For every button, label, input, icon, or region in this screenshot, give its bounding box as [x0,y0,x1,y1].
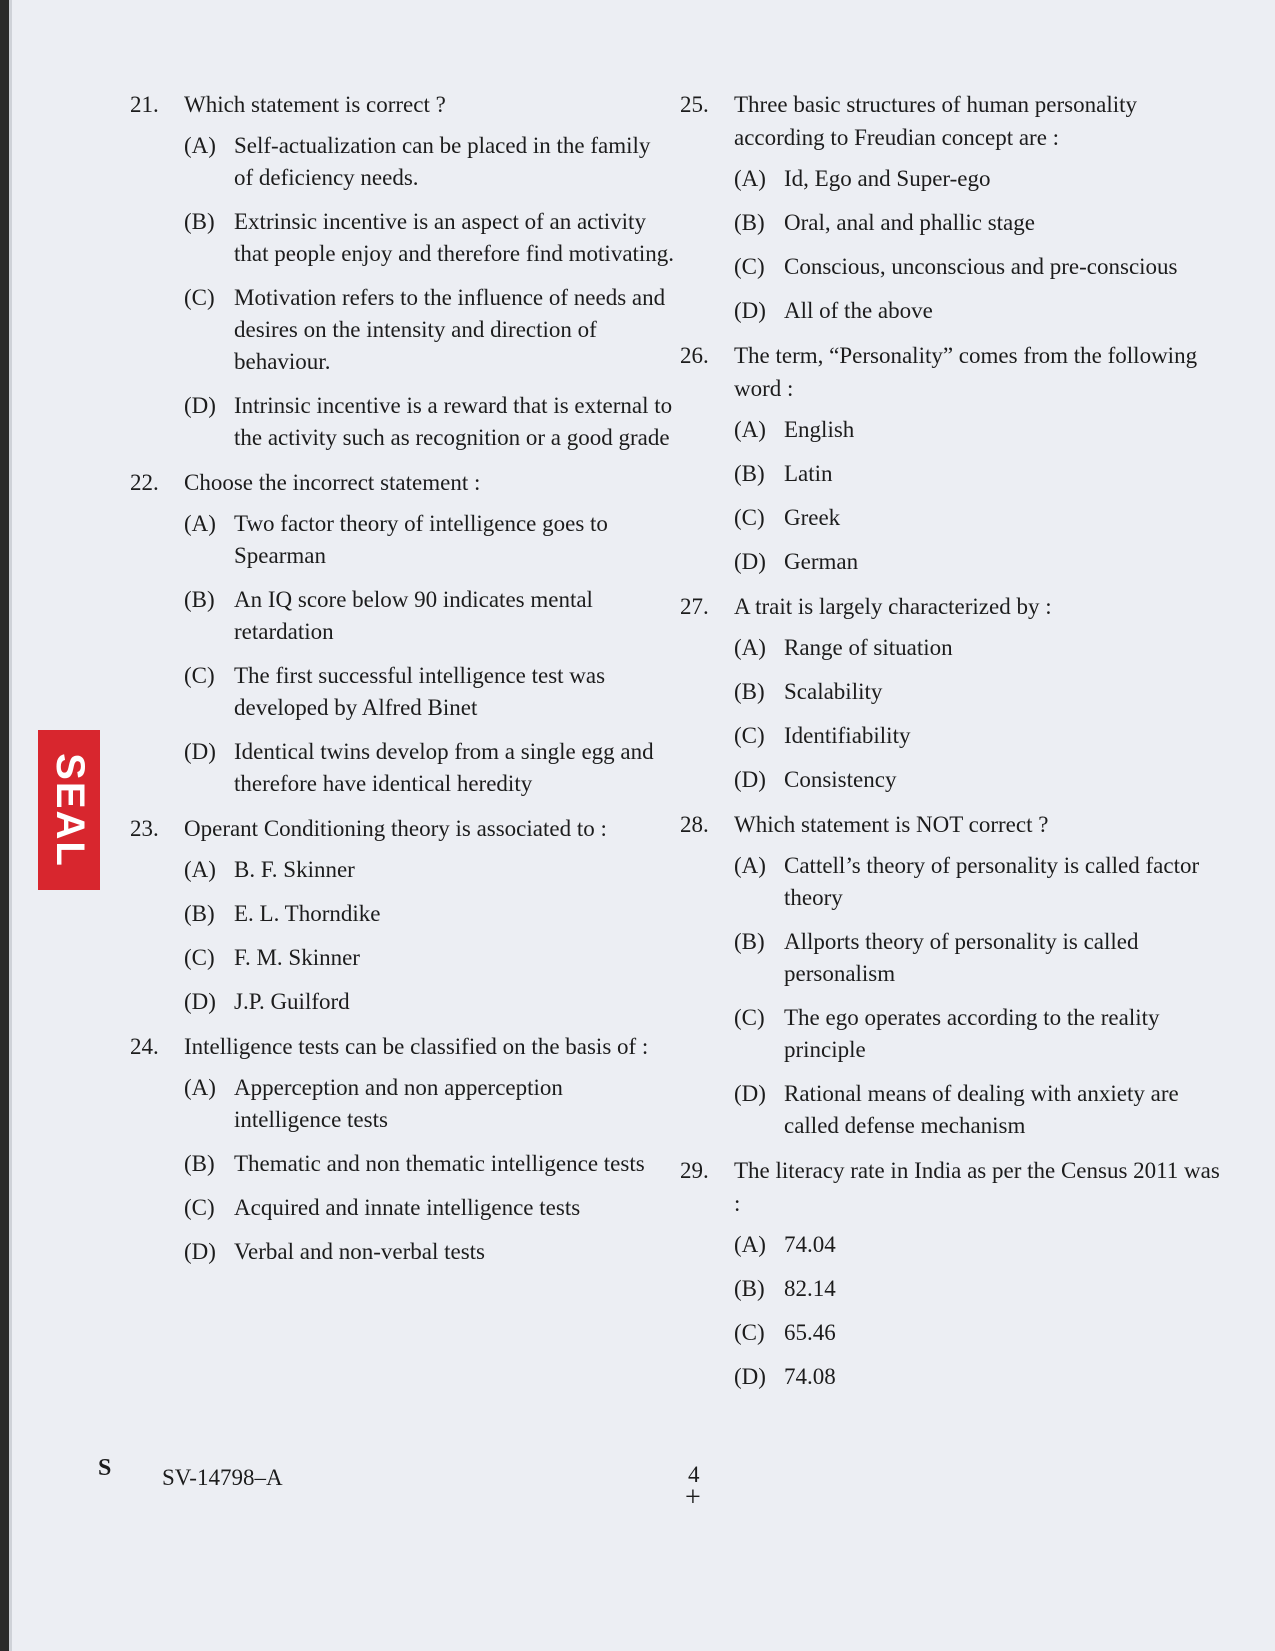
option-label: (D) [734,549,766,574]
answer-option [184,390,675,454]
option-label: (D) [184,989,216,1014]
answer-option [734,546,1220,578]
option-label: (B) [184,1151,215,1176]
question [680,1154,1220,1393]
question-number: 28. [680,812,709,837]
answer-option [184,898,675,930]
option-text: Apperception and non apperception intelligence tests [234,1075,563,1132]
answer-option [734,251,1220,283]
option-label: (D) [734,1364,766,1389]
footer-series-letter: S [98,1455,112,1481]
option-label: (D) [184,739,216,764]
option-text: Acquired and innate intelligence tests [234,1195,581,1220]
option-text: Thematic and non thematic intelligence tests [234,1151,645,1176]
option-list [680,632,1220,796]
answer-option [734,458,1220,490]
question-number: 26. [680,343,709,368]
question-text: Intelligence tests can be classified on the basis of : [184,1034,649,1059]
option-text: The ego operates according to the reality principle [784,1005,1160,1062]
option-text: Scalability [784,679,883,704]
option-label: (C) [184,285,215,310]
option-label: (C) [734,1005,765,1030]
option-label: (C) [734,505,765,530]
option-text: Conscious, unconscious and pre-conscious [784,254,1178,279]
answer-option [184,986,675,1018]
option-label: (A) [184,1075,216,1100]
answer-option [184,942,675,974]
answer-option [734,720,1220,752]
option-text: Range of situation [784,635,953,660]
option-list [680,414,1220,578]
option-label: (C) [734,723,765,748]
option-list [680,1229,1220,1393]
option-label: (A) [734,417,766,442]
question-stem [680,88,1220,154]
answer-option [734,926,1220,990]
option-text: Latin [784,461,833,486]
option-label: (A) [184,857,216,882]
question-text: Choose the incorrect statement : [184,470,481,495]
question-text: Operant Conditioning theory is associated to : [184,816,607,841]
option-label: (C) [184,1195,215,1220]
question-number: 24. [130,1034,159,1059]
option-list [680,850,1220,1142]
option-text: 74.04 [784,1232,836,1257]
option-text: F. M. Skinner [234,945,360,970]
question-stem [130,88,675,121]
answer-option [734,1078,1220,1142]
answer-option [184,282,675,378]
answer-option [184,1192,675,1224]
question [130,466,675,800]
answer-option [734,163,1220,195]
option-label: (B) [734,679,765,704]
seal-label: SEAL [47,752,92,868]
option-label: (C) [184,945,215,970]
option-label: (D) [734,1081,766,1106]
answer-option [734,1317,1220,1349]
question [680,808,1220,1142]
option-text: Self-actualization can be placed in the family of deficiency needs. [234,133,651,190]
question-text: Which statement is NOT correct ? [734,812,1049,837]
option-text: The first successful intelligence test was developed by Alfred Binet [234,663,606,720]
answer-option [734,414,1220,446]
answer-option [734,207,1220,239]
question-stem [680,1154,1220,1220]
option-label: (B) [734,461,765,486]
option-label: (C) [184,663,215,688]
option-label: (A) [734,166,766,191]
answer-option [734,295,1220,327]
option-label: (A) [734,853,766,878]
option-text: Extrinsic incentive is an aspect of an activity that people enjoy and therefore find motivating. [234,209,675,266]
option-text: Two factor theory of intelligence goes to Spearman [234,511,608,568]
right-column [680,88,1220,1405]
option-text: 82.14 [784,1276,836,1301]
answer-option [734,1361,1220,1393]
option-text: 74.08 [784,1364,836,1389]
answer-option [184,206,675,270]
option-label: (A) [184,133,216,158]
answer-option [734,632,1220,664]
question-text: Which statement is correct ? [184,92,446,117]
question [130,1030,675,1268]
question-text: The literacy rate in India as per the Census 2011 was : [734,1158,1220,1216]
option-text: All of the above [784,298,933,323]
option-list [130,508,675,800]
question-stem [130,466,675,499]
option-label: (D) [184,393,216,418]
answer-option [734,850,1220,914]
option-list [130,1072,675,1268]
question [130,812,675,1018]
question-stem [680,339,1220,405]
option-label: (B) [734,210,765,235]
question-number: 22. [130,470,159,495]
answer-option [734,1002,1220,1066]
page-edge-highlight [9,0,12,1651]
option-label: (C) [734,1320,765,1345]
answer-option [184,130,675,194]
answer-option [734,764,1220,796]
question-text: A trait is largely characterized by : [734,594,1052,619]
page-edge-shadow [0,0,9,1651]
option-text: Intrinsic incentive is a reward that is external to the activity such as recognition or a good grade [234,393,673,450]
option-list [680,163,1220,327]
answer-option [734,1273,1220,1305]
question-number: 25. [680,92,709,117]
answer-option [184,584,675,648]
option-label: (C) [734,254,765,279]
footer-registration-mark: + [685,1482,701,1513]
option-text: Identifiability [784,723,911,748]
option-label: (A) [734,635,766,660]
question-number: 29. [680,1158,709,1183]
option-label: (A) [734,1232,766,1257]
option-label: (B) [734,1276,765,1301]
option-text: German [784,549,859,574]
answer-option [184,508,675,572]
question [130,88,675,454]
question-stem [680,808,1220,841]
option-label: (A) [184,511,216,536]
question-stem [130,1030,675,1063]
option-text: Identical twins develop from a single egg and therefore have identical heredity [234,739,654,796]
left-column [130,88,675,1280]
answer-option [184,1072,675,1136]
option-text: English [784,417,855,442]
option-label: (B) [734,929,765,954]
answer-option [734,502,1220,534]
answer-option [734,1229,1220,1261]
answer-option [184,1236,675,1268]
option-text: Verbal and non-verbal tests [234,1239,486,1264]
option-text: Rational means of dealing with anxiety are called defense mechanism [784,1081,1179,1138]
answer-option [184,1148,675,1180]
option-label: (B) [184,209,215,234]
option-text: An IQ score below 90 indicates mental retardation [234,587,593,644]
option-text: Cattell’s theory of personality is called factor theory [784,853,1200,910]
footer-paper-code: SV-14798–A [162,1465,283,1490]
question [680,590,1220,796]
seal-sticker [38,730,100,890]
footer-page-number: 4 [688,1462,700,1487]
option-text: B. F. Skinner [234,857,355,882]
option-list [130,130,675,454]
option-text: Consistency [784,767,897,792]
option-label: (B) [184,587,215,612]
answer-option [734,676,1220,708]
question-text: The term, “Personality” comes from the following word : [734,343,1198,401]
question [680,88,1220,327]
question [680,339,1220,578]
option-text: E. L. Thorndike [234,901,381,926]
option-text: J.P. Guilford [234,989,350,1014]
option-text: Oral, anal and phallic stage [784,210,1035,235]
option-text: Greek [784,505,841,530]
answer-option [184,736,675,800]
option-text: Allports theory of personality is called personalism [784,929,1139,986]
question-number: 21. [130,92,159,117]
option-text: Motivation refers to the influence of needs and desires on the intensity and direction of behaviour. [234,285,666,374]
option-text: 65.46 [784,1320,836,1345]
answer-option [184,660,675,724]
option-label: (B) [184,901,215,926]
option-text: Id, Ego and Super-ego [784,166,991,191]
option-list [130,854,675,1018]
question-text: Three basic structures of human personality according to Freudian concept are : [734,92,1138,150]
question-stem [130,812,675,845]
answer-option [184,854,675,886]
question-number: 27. [680,594,709,619]
question-stem [680,590,1220,623]
option-label: (D) [184,1239,216,1264]
question-number: 23. [130,816,159,841]
option-label: (D) [734,767,766,792]
option-label: (D) [734,298,766,323]
